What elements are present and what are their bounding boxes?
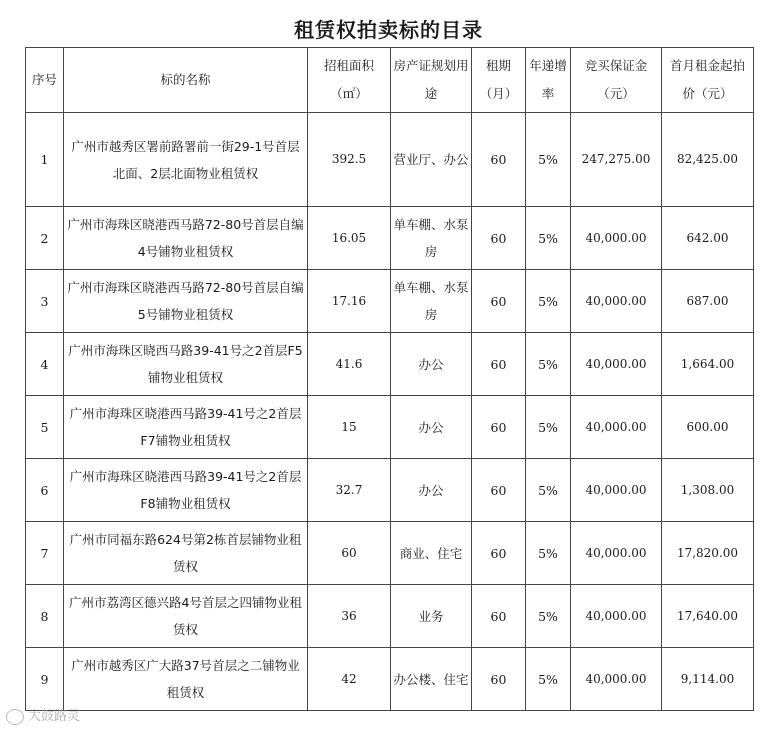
cell-use: 单车棚、水泵房 bbox=[391, 207, 472, 270]
cell-use: 营业厅、办公 bbox=[391, 113, 472, 207]
cell-deposit: 40,000.00 bbox=[571, 207, 662, 270]
header-seq: 序号 bbox=[26, 48, 64, 113]
cell-area: 17.16 bbox=[308, 270, 391, 333]
cell-deposit: 40,000.00 bbox=[571, 522, 662, 585]
header-name: 标的名称 bbox=[64, 48, 308, 113]
watermark-logo-icon bbox=[6, 709, 24, 725]
cell-name: 广州市同福东路624号第2栋首层铺物业租赁权 bbox=[64, 522, 308, 585]
table-header-row bbox=[26, 48, 754, 113]
cell-seq: 9 bbox=[26, 648, 64, 711]
cell-rent: 1,664.00 bbox=[662, 333, 754, 396]
cell-term: 60 bbox=[472, 207, 526, 270]
cell-rate: 5% bbox=[526, 585, 571, 648]
cell-seq: 2 bbox=[26, 207, 64, 270]
page-title: 租赁权拍卖标的目录 bbox=[294, 18, 483, 42]
watermark-text: 大鼓路灵 bbox=[28, 709, 81, 724]
cell-use: 业务 bbox=[391, 585, 472, 648]
cell-name: 广州市越秀区广大路37号首层之二铺物业租赁权 bbox=[64, 648, 308, 711]
cell-use: 办公楼、住宅 bbox=[391, 648, 472, 711]
table-row bbox=[26, 648, 754, 711]
cell-seq: 4 bbox=[26, 333, 64, 396]
cell-rate: 5% bbox=[526, 207, 571, 270]
cell-term: 60 bbox=[472, 585, 526, 648]
table-row bbox=[26, 270, 754, 333]
cell-seq: 8 bbox=[26, 585, 64, 648]
cell-rent: 17,820.00 bbox=[662, 522, 754, 585]
cell-deposit: 247,275.00 bbox=[571, 113, 662, 207]
auction-catalog-table bbox=[25, 47, 754, 711]
cell-use: 办公 bbox=[391, 459, 472, 522]
cell-rent: 82,425.00 bbox=[662, 113, 754, 207]
table-row bbox=[26, 113, 754, 207]
cell-name: 广州市海珠区晓港西马路39-41号之2首层F7铺物业租赁权 bbox=[64, 396, 308, 459]
cell-rate: 5% bbox=[526, 522, 571, 585]
cell-rent: 687.00 bbox=[662, 270, 754, 333]
header-rate: 年递增率 bbox=[526, 48, 571, 113]
table-row bbox=[26, 396, 754, 459]
cell-area: 15 bbox=[308, 396, 391, 459]
cell-rate: 5% bbox=[526, 113, 571, 207]
cell-use: 商业、住宅 bbox=[391, 522, 472, 585]
table-row bbox=[26, 333, 754, 396]
cell-rate: 5% bbox=[526, 648, 571, 711]
cell-area: 392.5 bbox=[308, 113, 391, 207]
cell-seq: 1 bbox=[26, 113, 64, 207]
header-area: 招租面积（㎡） bbox=[308, 48, 391, 113]
cell-area: 42 bbox=[308, 648, 391, 711]
cell-rate: 5% bbox=[526, 459, 571, 522]
cell-area: 32.7 bbox=[308, 459, 391, 522]
cell-rate: 5% bbox=[526, 270, 571, 333]
cell-area: 16.05 bbox=[308, 207, 391, 270]
cell-use: 单车棚、水泵房 bbox=[391, 270, 472, 333]
cell-term: 60 bbox=[472, 522, 526, 585]
cell-rent: 600.00 bbox=[662, 396, 754, 459]
cell-name: 广州市海珠区晓港西马路72-80号首层自编5号铺物业租赁权 bbox=[64, 270, 308, 333]
cell-rent: 642.00 bbox=[662, 207, 754, 270]
cell-area: 41.6 bbox=[308, 333, 391, 396]
cell-term: 60 bbox=[472, 648, 526, 711]
cell-term: 60 bbox=[472, 333, 526, 396]
cell-term: 60 bbox=[472, 113, 526, 207]
cell-rent: 17,640.00 bbox=[662, 585, 754, 648]
cell-seq: 6 bbox=[26, 459, 64, 522]
cell-name: 广州市海珠区晓西马路39-41号之2首层F5铺物业租赁权 bbox=[64, 333, 308, 396]
table-row bbox=[26, 522, 754, 585]
cell-seq: 3 bbox=[26, 270, 64, 333]
cell-name: 广州市荔湾区德兴路4号首层之四铺物业租赁权 bbox=[64, 585, 308, 648]
cell-deposit: 40,000.00 bbox=[571, 648, 662, 711]
cell-deposit: 40,000.00 bbox=[571, 459, 662, 522]
cell-deposit: 40,000.00 bbox=[571, 333, 662, 396]
cell-area: 36 bbox=[308, 585, 391, 648]
cell-rate: 5% bbox=[526, 333, 571, 396]
cell-term: 60 bbox=[472, 459, 526, 522]
cell-use: 办公 bbox=[391, 333, 472, 396]
cell-seq: 7 bbox=[26, 522, 64, 585]
watermark bbox=[6, 705, 80, 725]
cell-name: 广州市海珠区晓港西马路39-41号之2首层F8铺物业租赁权 bbox=[64, 459, 308, 522]
cell-deposit: 40,000.00 bbox=[571, 396, 662, 459]
cell-use: 办公 bbox=[391, 396, 472, 459]
cell-seq: 5 bbox=[26, 396, 64, 459]
table-row bbox=[26, 585, 754, 648]
cell-rent: 9,114.00 bbox=[662, 648, 754, 711]
cell-rate: 5% bbox=[526, 396, 571, 459]
header-term: 租期（月） bbox=[472, 48, 526, 113]
cell-name: 广州市越秀区署前路署前一街29-1号首层北面、2层北面物业租赁权 bbox=[64, 113, 308, 207]
cell-rent: 1,308.00 bbox=[662, 459, 754, 522]
cell-term: 60 bbox=[472, 396, 526, 459]
table-row bbox=[26, 207, 754, 270]
header-use: 房产证规划用途 bbox=[391, 48, 472, 113]
cell-term: 60 bbox=[472, 270, 526, 333]
table-row bbox=[26, 459, 754, 522]
cell-name: 广州市海珠区晓港西马路72-80号首层自编4号铺物业租赁权 bbox=[64, 207, 308, 270]
header-rent: 首月租金起拍价（元） bbox=[662, 48, 754, 113]
cell-area: 60 bbox=[308, 522, 391, 585]
cell-deposit: 40,000.00 bbox=[571, 585, 662, 648]
header-deposit: 竞买保证金（元） bbox=[571, 48, 662, 113]
cell-deposit: 40,000.00 bbox=[571, 270, 662, 333]
